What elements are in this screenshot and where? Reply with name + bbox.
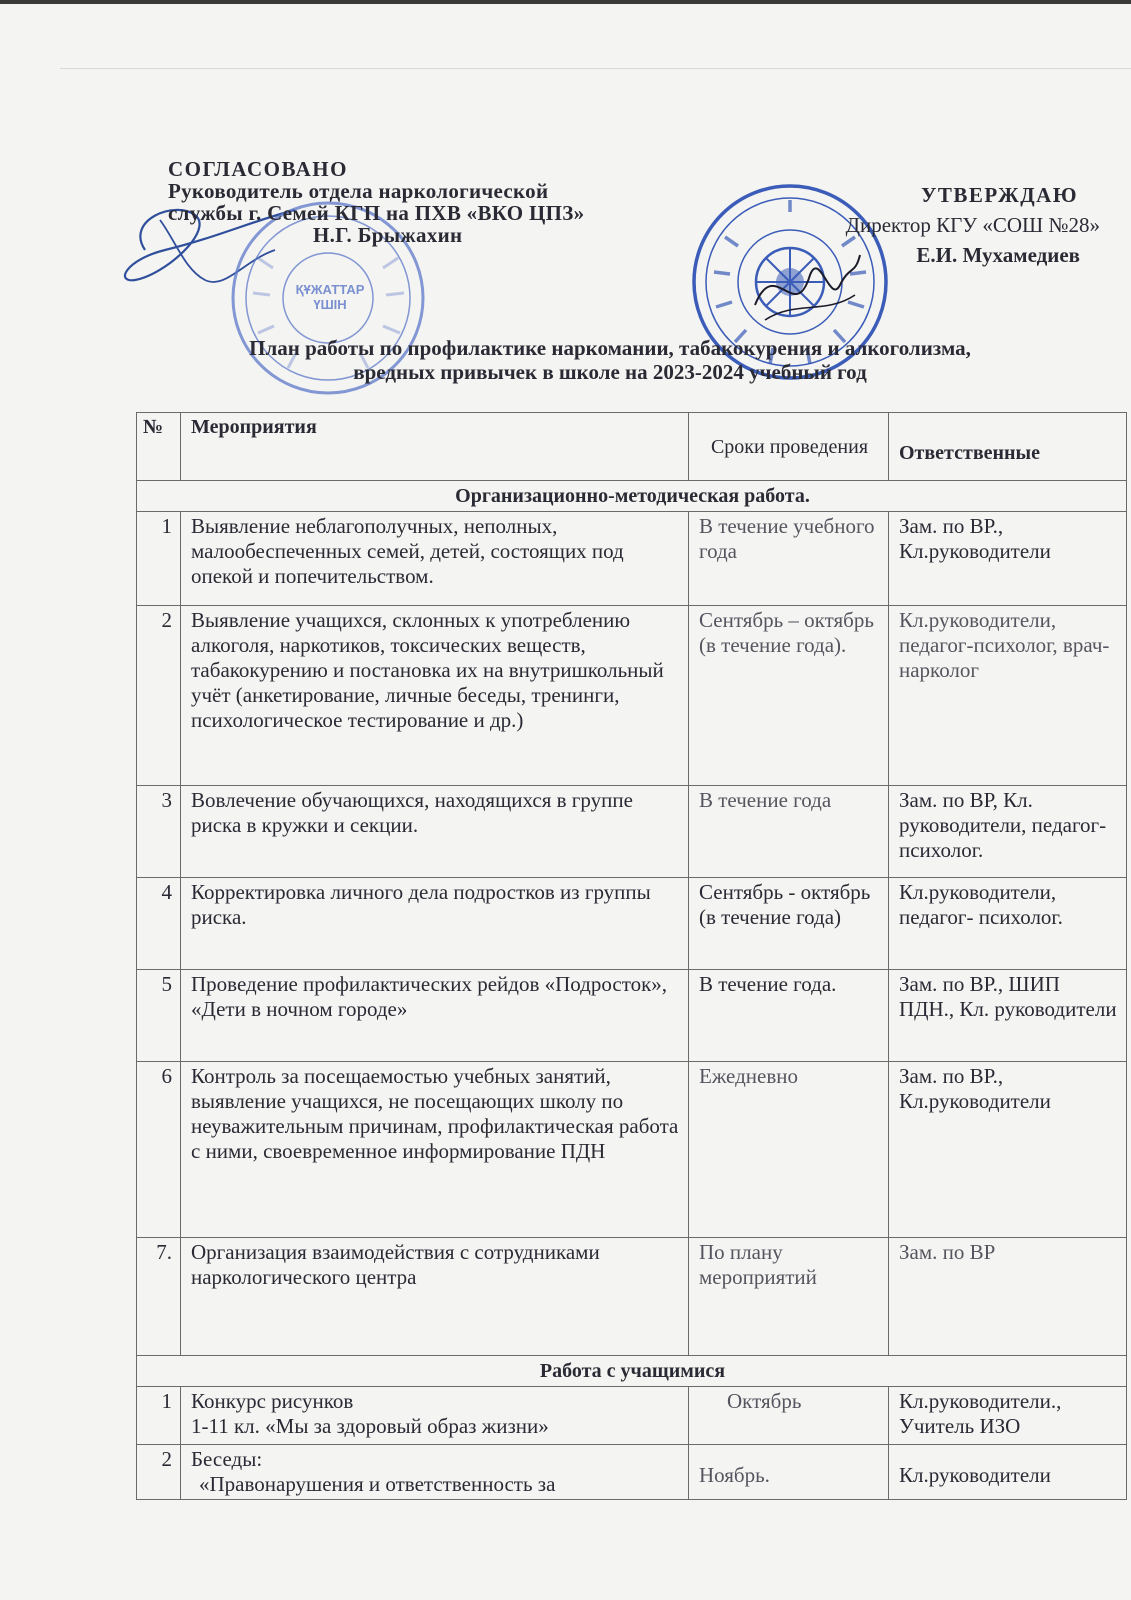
agreed-title: СОГЛАСОВАНО (168, 157, 348, 181)
stamp-left-label: ҚҰЖАТТАР ҮШІН (295, 282, 365, 312)
scan-top-edge (0, 0, 1131, 4)
row-event: Корректировка личного дела подростков из группы риска. (181, 878, 689, 970)
row-responsible: Зам. по ВР., ШИП ПДН., Кл. руководители (889, 970, 1127, 1062)
section-title-organizational: Организационно-методическая работа. (137, 481, 1127, 512)
row-event: Организация взаимодействия с сотрудниками наркологического центра (181, 1238, 689, 1356)
row-responsible: Зам. по ВР, Кл. руководители, педагог- психолог. (889, 786, 1127, 878)
row-period: В течение года. (689, 970, 889, 1062)
row-event: Проведение профилактических рейдов «Подросток», «Дети в ночном городе» (181, 970, 689, 1062)
agreed-line-2: службы г. Семей КГП на ПХВ «ВКО ЦПЗ» (168, 201, 585, 225)
row-responsible: Кл.руководители., Учитель ИЗО (889, 1387, 1127, 1445)
row-num: 4 (137, 878, 181, 970)
row-responsible: Зам. по ВР., Кл.руководители (889, 512, 1127, 606)
approved-signer: Е.И. Мухамедиев (916, 243, 1080, 267)
header-event: Мероприятия (181, 413, 689, 481)
document-title (160, 336, 1060, 384)
section-row (137, 1356, 1127, 1387)
row-responsible: Кл.руководители, педагог- психолог. (889, 878, 1127, 970)
row-responsible: Зам. по ВР., Кл.руководители (889, 1062, 1127, 1238)
table-row (137, 970, 1127, 1062)
scan-fold-line (60, 68, 1131, 69)
table-row (137, 1387, 1127, 1445)
agreed-block (168, 158, 584, 246)
row-period: Сентябрь – октябрь (в течение года). (689, 606, 889, 786)
table-row (137, 1445, 1127, 1500)
table-row (137, 1238, 1127, 1356)
header-period: Сроки проведения (689, 413, 889, 481)
row-event: Выявление учащихся, склонных к употреблению алкоголя, наркотиков, токсических веществ, табакокурению и постановка их на внутришкольный учёт (анкетирование, личные беседы, тренинги, психологическое тестирование и др.) (181, 606, 689, 786)
document-title-line-1: План работы по профилактике наркомании, табакокурения и алкоголизма, (249, 336, 971, 360)
row-num: 2 (137, 606, 181, 786)
row-num: 3 (137, 786, 181, 878)
header-num: № (137, 413, 181, 481)
table-row (137, 606, 1127, 786)
row-num: 7. (137, 1238, 181, 1356)
row-period: Ежедневно (689, 1062, 889, 1238)
row-event-line-1: Беседы: (191, 1447, 263, 1471)
row-responsible: Зам. по ВР (889, 1238, 1127, 1356)
table-row (137, 878, 1127, 970)
row-event: Вовлечение обучающихся, находящихся в группе риска в кружки и секции. (181, 786, 689, 878)
row-period: По плану мероприятий (689, 1238, 889, 1356)
table-row (137, 512, 1127, 606)
row-event: Выявление неблагополучных, неполных, малообеспеченных семей, детей, состоящих под опекой и попечительством. (181, 512, 689, 606)
row-period: Сентябрь - октябрь (в течение года) (689, 878, 889, 970)
row-event: Контроль за посещаемостью учебных занятий, выявление учащихся, не посещающих школу по неуважительным причинам, профилактическая работа с ними, своевременное информирование ПДН (181, 1062, 689, 1238)
row-responsible: Кл.руководители (889, 1445, 1127, 1500)
document-title-line-2: вредных привычек в школе на 2023-2024 учебный год (353, 360, 867, 384)
approved-title: УТВЕРЖДАЮ (920, 183, 1078, 207)
section-row (137, 481, 1127, 512)
table-row (137, 786, 1127, 878)
plan-table (136, 412, 1127, 1500)
approved-line-1: Директор КГУ «СОШ №28» (845, 213, 1100, 237)
section-title-students: Работа с учащимися (137, 1356, 1127, 1387)
header-responsible: Ответственные (889, 413, 1127, 481)
approved-block (770, 180, 1100, 270)
row-num: 6 (137, 1062, 181, 1238)
row-event (181, 1387, 689, 1445)
row-period: В течение учебного года (689, 512, 889, 606)
row-event (181, 1445, 689, 1500)
row-event-line-2: «Правонарушения и ответственность за (199, 1472, 556, 1496)
agreed-line-1: Руководитель отдела наркологической (168, 179, 549, 203)
agreed-signer: Н.Г. Брыжахин (313, 223, 463, 247)
row-event-line-2: 1-11 кл. «Мы за здоровый образ жизни» (191, 1414, 549, 1438)
row-num: 5 (137, 970, 181, 1062)
row-responsible: Кл.руководители, педагог-психолог, врач-нарколог (889, 606, 1127, 786)
row-num: 1 (137, 512, 181, 606)
row-period: В течение года (689, 786, 889, 878)
row-period: Октябрь (689, 1387, 889, 1445)
row-num: 2 (137, 1445, 181, 1500)
table-row (137, 1062, 1127, 1238)
table-header-row (137, 413, 1127, 481)
row-period: Ноябрь. (689, 1445, 889, 1500)
row-event-line-1: Конкурс рисунков (191, 1389, 354, 1413)
row-num: 1 (137, 1387, 181, 1445)
